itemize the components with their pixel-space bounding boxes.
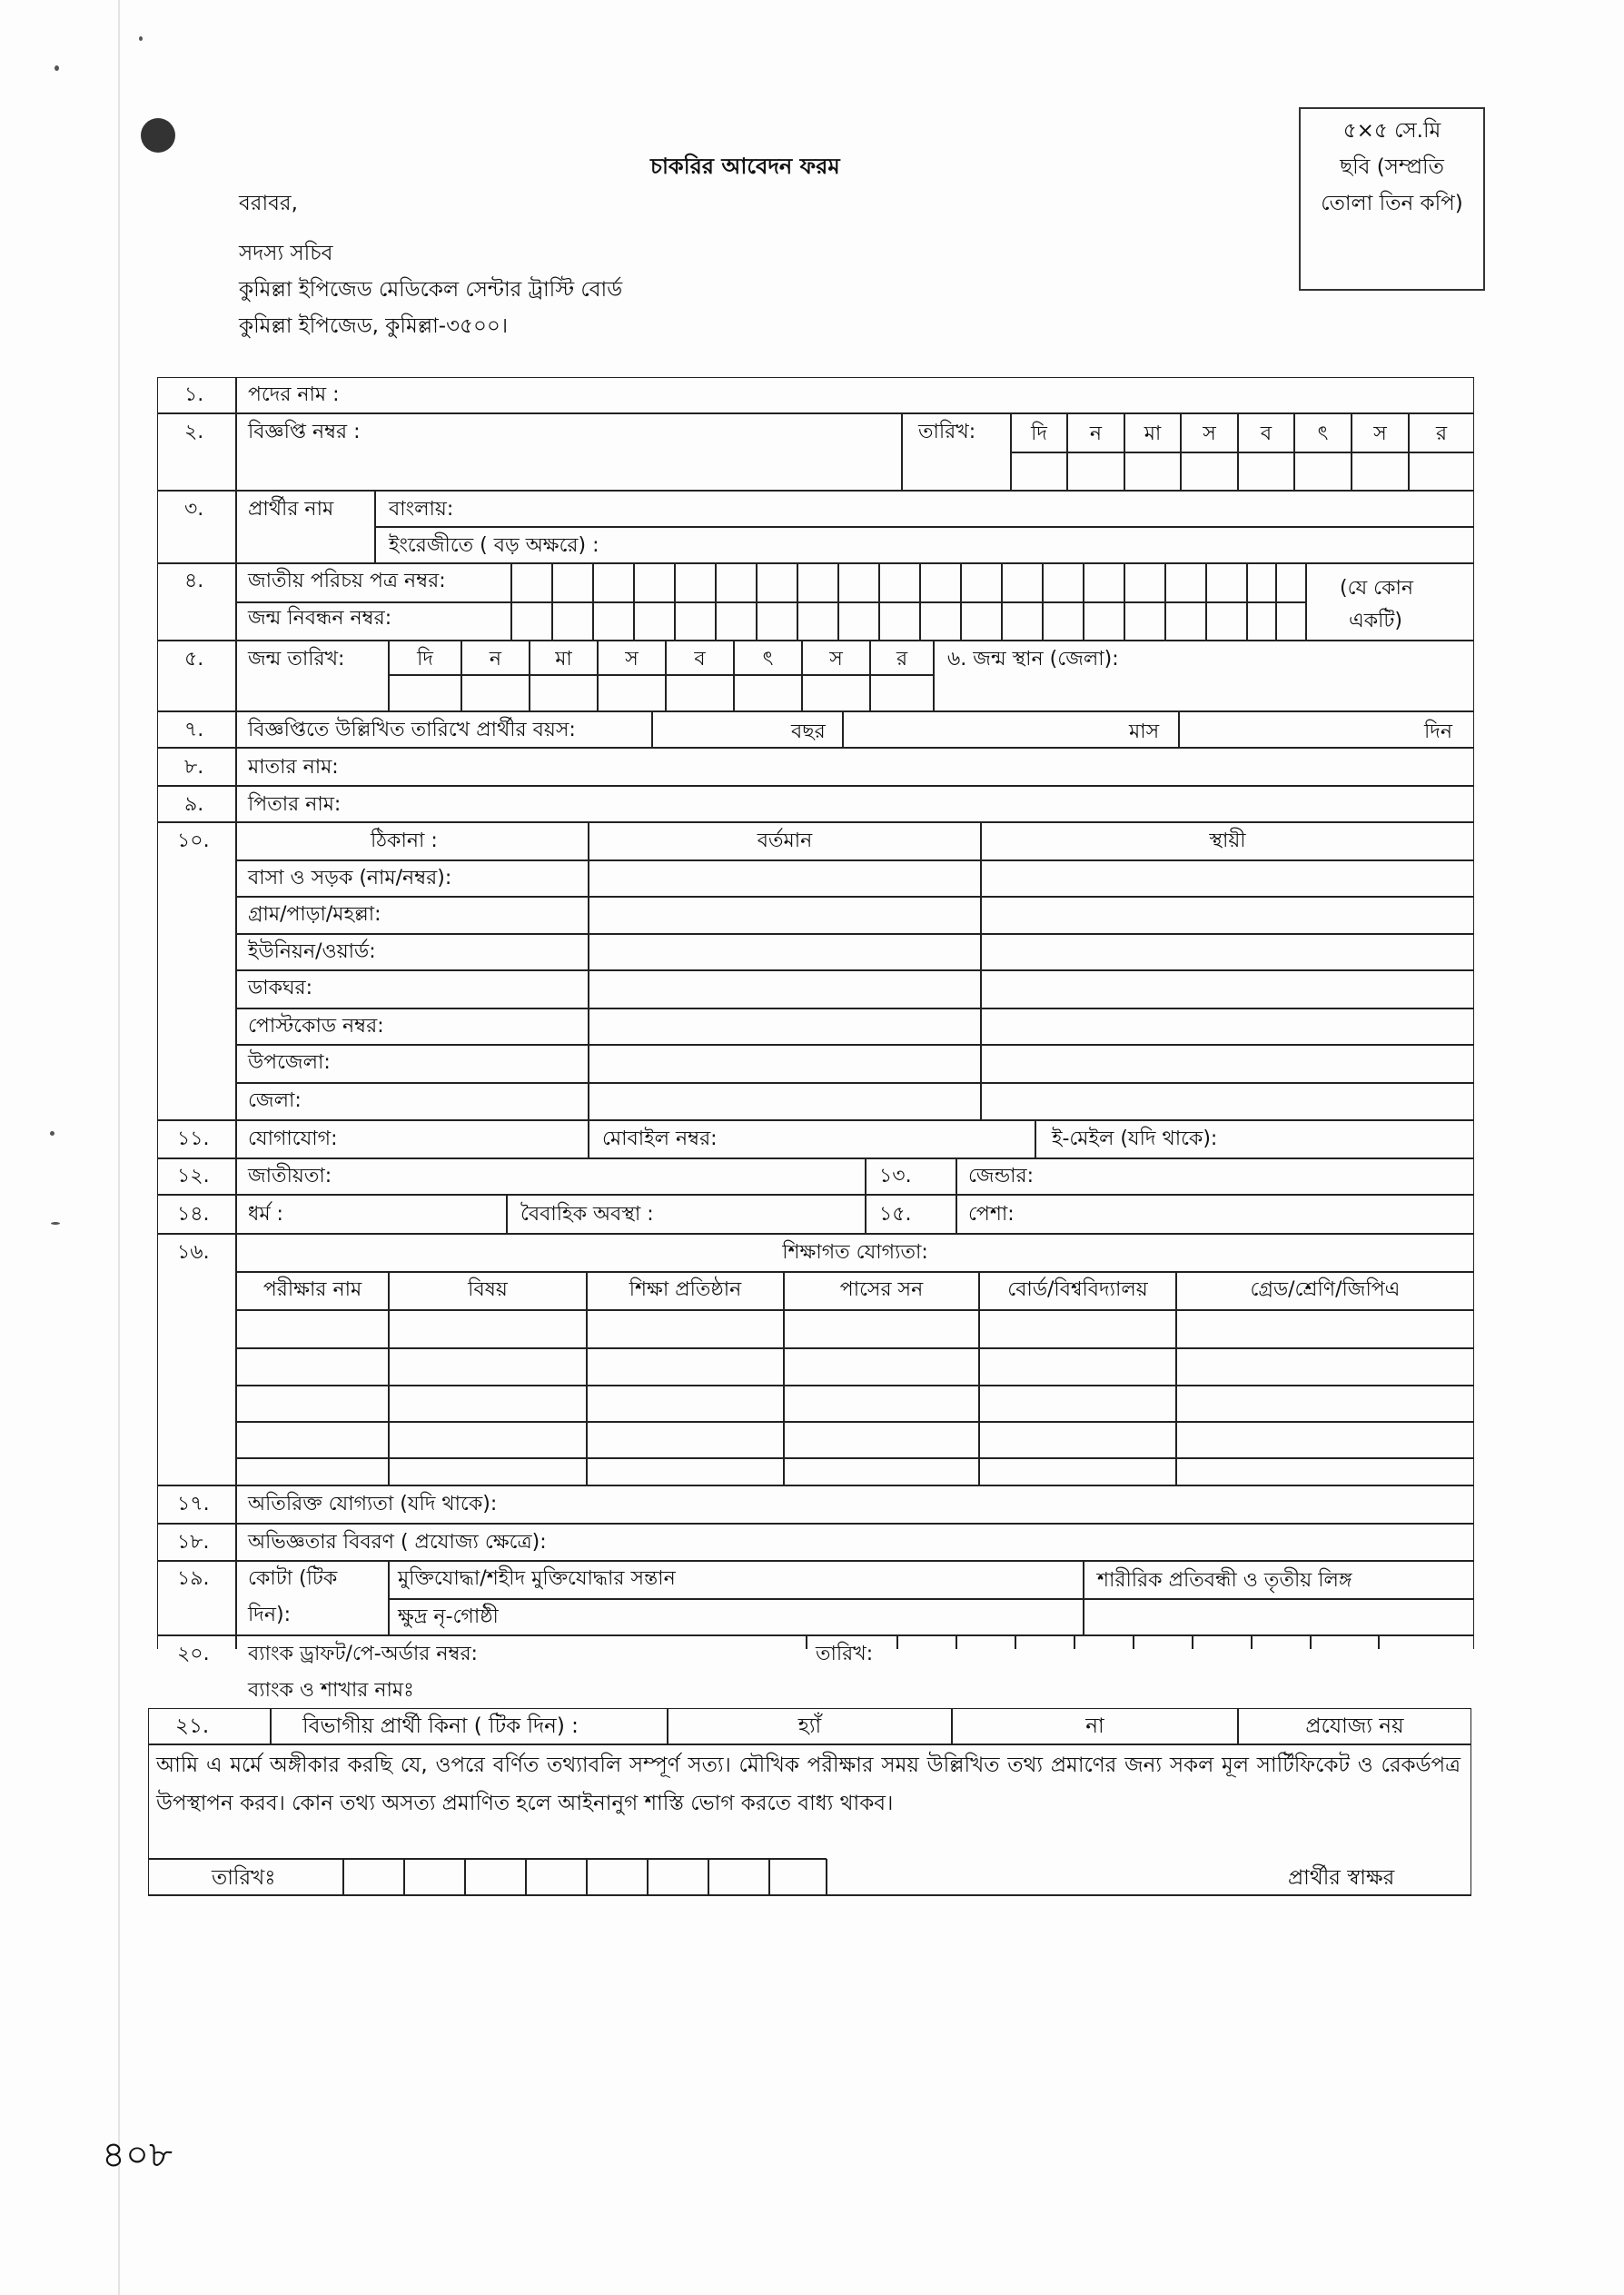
any-one-note-2: একটি) bbox=[1349, 610, 1402, 632]
page-edge-line bbox=[118, 0, 120, 2295]
nationality-label: জাতীয়তা: bbox=[248, 1165, 332, 1187]
permanent-address-header: স্থায়ী bbox=[1209, 830, 1246, 852]
row-11-number: ১১. bbox=[177, 1128, 210, 1150]
post-name-label: পদের নাম : bbox=[248, 383, 340, 406]
age-day-label: দিন bbox=[1424, 720, 1452, 743]
row-5-number: ৫. bbox=[184, 648, 204, 671]
birth-date-letter: ব bbox=[694, 648, 706, 671]
birth-date-letter: ন bbox=[489, 648, 502, 671]
address-field-house: বাসা ও সড়ক (নাম/নম্বর): bbox=[248, 867, 452, 889]
row-17-number: ১৭. bbox=[177, 1493, 210, 1515]
application-form-table bbox=[157, 377, 1474, 1702]
nid-label: জাতীয় পরিচয় পত্র নম্বর: bbox=[248, 570, 446, 592]
bank-draft-date-label: তারিখ: bbox=[816, 1643, 874, 1665]
birth-date-letter: স bbox=[829, 648, 843, 671]
any-one-note-1: (যে কোন bbox=[1340, 577, 1414, 600]
mobile-label: মোবাইল নম্বর: bbox=[602, 1128, 718, 1150]
birth-date-label: জন্ম তারিখ: bbox=[248, 648, 345, 671]
address-field-post-office: ডাকঘর: bbox=[248, 977, 313, 999]
row-12-number: ১২. bbox=[177, 1165, 210, 1187]
footer-date-label: তারিখঃ bbox=[212, 1866, 276, 1890]
bank-branch-label: ব্যাংক ও শাখার নামঃ bbox=[248, 1679, 414, 1702]
handwritten-margin-note: ৪০৮ bbox=[102, 2134, 173, 2176]
recipient-line-1: সদস্য সচিব bbox=[239, 242, 333, 265]
father-name-label: পিতার নাম: bbox=[248, 793, 342, 816]
signature-label: প্রার্থীর স্বাক্ষর bbox=[1288, 1866, 1395, 1890]
birth-date-letter: ৎ bbox=[762, 648, 774, 671]
edu-header-year: পাসের সন bbox=[839, 1278, 924, 1301]
quota-label-line-2: দিন): bbox=[248, 1604, 291, 1626]
row-14-number: ১৪. bbox=[177, 1203, 210, 1226]
photo-box-line-3: তোলা তিন কপি) bbox=[1321, 192, 1463, 215]
declaration-text: আমি এ মর্মে অঙ্গীকার করছি যে, ওপরে বর্ণিত তথ্যাবলি সম্পূর্ণ সত্য। মৌখিক পরীক্ষার সময় উল্লিখিত তথ্য প্রমাণের জন্য সকল মূল সার্টিফিকেট ও রেকর্ডপত্র উপস্থাপন করব। কোন তথ্য অসত্য প্রমাণিত হলে আইনানুগ শাস্তি ভোগ করতে বাধ্য থাকব। bbox=[156, 1754, 1461, 1815]
row-15-number: ১৫. bbox=[879, 1203, 912, 1226]
email-label: ই-মেইল (যদি থাকে): bbox=[1052, 1128, 1218, 1150]
speck bbox=[50, 1131, 54, 1136]
row-3-number: ৩. bbox=[184, 498, 204, 521]
quota-freedom-fighter[interactable]: মুক্তিযোদ্ধা/শহীদ মুক্তিযোদ্ধার সন্তান bbox=[398, 1567, 676, 1590]
date-letter: ন bbox=[1089, 422, 1103, 445]
additional-qualification-label: অতিরিক্ত যোগ্যতা (যদি থাকে): bbox=[248, 1493, 498, 1515]
present-address-header: বর্তমান bbox=[757, 830, 813, 852]
speck bbox=[51, 1222, 60, 1225]
row-19-number: ১৯. bbox=[177, 1567, 210, 1590]
experience-label: অভিজ্ঞতার বিবরণ ( প্রযোজ্য ক্ষেত্রে): bbox=[248, 1531, 547, 1554]
occupation-label: পেশা: bbox=[968, 1203, 1015, 1226]
date-letter: স bbox=[1373, 422, 1387, 445]
edu-header-board: বোর্ড/বিশ্ববিদ্যালয় bbox=[1007, 1278, 1148, 1301]
edu-header-grade: গ্রেড/শ্রেণি/জিপিএ bbox=[1250, 1278, 1401, 1301]
photo-box-line-2: ছবি (সম্প্রতি bbox=[1340, 155, 1444, 179]
row-10-number: ১০. bbox=[177, 830, 210, 852]
row-2-number: ২. bbox=[184, 421, 204, 443]
photo-box bbox=[1299, 107, 1485, 291]
row-1-number: ১. bbox=[184, 383, 204, 406]
edu-header-institution: শিক্ষা প্রতিষ্ঠান bbox=[629, 1278, 742, 1301]
recipient-line-2: কুমিল্লা ইপিজেড মেডিকেল সেন্টার ট্রাস্টি বোর্ড bbox=[239, 278, 623, 302]
departmental-candidate-label: বিভাগীয় প্রার্থী কিনা ( টিক দিন) : bbox=[302, 1714, 579, 1738]
departmental-no-option[interactable]: না bbox=[1085, 1714, 1104, 1738]
row-13-number: ১৩. bbox=[879, 1165, 912, 1187]
bank-draft-label: ব্যাংক ড্রাফট/পে-অর্ডার নম্বর: bbox=[248, 1643, 478, 1665]
notice-number-label: বিজ্ঞপ্তি নম্বর : bbox=[248, 421, 361, 443]
form-grid-lines bbox=[157, 377, 1474, 1649]
birth-date-letter: দি bbox=[417, 648, 433, 671]
religion-label: ধর্ম : bbox=[248, 1203, 283, 1226]
age-label: বিজ্ঞপ্তিতে উল্লিখিত তারিখে প্রার্থীর বয়স: bbox=[248, 719, 576, 741]
salutation: বরাবর, bbox=[239, 192, 298, 215]
notice-date-label: তারিখ: bbox=[918, 421, 976, 443]
quota-label-line-1: কোটা (টিক bbox=[248, 1567, 338, 1590]
birth-date-letter: স bbox=[625, 648, 639, 671]
row-7-number: ৭. bbox=[184, 719, 204, 741]
quota-ethnic-minority[interactable]: ক্ষুদ্র নৃ-গোষ্ঠী bbox=[398, 1605, 499, 1628]
birth-date-letter: মা bbox=[555, 648, 572, 671]
speck bbox=[54, 65, 59, 71]
row-20-number: ২০. bbox=[177, 1643, 210, 1665]
birth-registration-label: জন্ম নিবন্ধন নম্বর: bbox=[248, 607, 392, 630]
name-english-label: ইংরেজীতে ( বড় অক্ষরে) : bbox=[389, 534, 599, 557]
departmental-yes-option[interactable]: হ্যাঁ bbox=[797, 1714, 822, 1738]
address-field-union: ইউনিয়ন/ওয়ার্ড: bbox=[248, 940, 376, 963]
gender-label: জেন্ডার: bbox=[968, 1165, 1035, 1187]
quota-disabled-third-gender[interactable]: শারীরিক প্রতিবন্ধী ও তৃতীয় লিঙ্গ bbox=[1097, 1569, 1352, 1592]
marital-status-label: বৈবাহিক অবস্থা : bbox=[520, 1203, 654, 1226]
age-year-label: বছর bbox=[791, 720, 826, 743]
age-month-label: মাস bbox=[1129, 720, 1160, 743]
speck bbox=[139, 36, 143, 41]
row-18-number: ১৮. bbox=[177, 1531, 210, 1554]
punch-hole bbox=[141, 118, 175, 153]
edu-header-subject: বিষয় bbox=[468, 1278, 508, 1301]
address-field-upazila: উপজেলা: bbox=[248, 1051, 331, 1074]
row-21-number: ২১. bbox=[175, 1714, 210, 1738]
education-title: শিক্ষাগত যোগ্যতা: bbox=[782, 1241, 928, 1264]
date-letter: ব bbox=[1260, 422, 1272, 445]
address-field-district: জেলা: bbox=[248, 1089, 302, 1112]
address-field-postcode: পোস্টকোড নম্বর: bbox=[248, 1015, 384, 1038]
edu-header-exam: পরীক্ষার নাম bbox=[262, 1278, 362, 1301]
birth-date-letter: র bbox=[896, 648, 908, 671]
recipient-line-3: কুমিল্লা ইপিজেড, কুমিল্লা-৩৫০০। bbox=[239, 314, 509, 338]
contact-label: যোগাযোগ: bbox=[248, 1128, 338, 1150]
date-letter: র bbox=[1435, 422, 1448, 445]
mother-name-label: মাতার নাম: bbox=[248, 756, 339, 779]
form-title: চাকরির আবেদন ফরম bbox=[650, 154, 840, 179]
name-bangla-label: বাংলায়: bbox=[389, 498, 454, 521]
address-field-village: গ্রাম/পাড়া/মহল্লা: bbox=[248, 903, 381, 926]
applicant-name-label: প্রার্থীর নাম bbox=[248, 498, 334, 521]
date-letter: মা bbox=[1144, 422, 1162, 445]
address-label: ঠিকানা : bbox=[371, 830, 438, 852]
row-16-number: ১৬. bbox=[177, 1241, 210, 1264]
row-8-number: ৮. bbox=[184, 756, 204, 779]
photo-box-line-1: ৫×৫ সে.মি bbox=[1342, 119, 1441, 143]
birth-place-label: ৬. জন্ম স্থান (জেলা): bbox=[947, 648, 1119, 671]
date-letter: ৎ bbox=[1317, 422, 1329, 445]
date-letter: দি bbox=[1031, 422, 1047, 445]
row-9-number: ৯. bbox=[184, 793, 204, 816]
departmental-na-option[interactable]: প্রযোজ্য নয় bbox=[1305, 1714, 1404, 1738]
date-letter: স bbox=[1203, 422, 1216, 445]
row-4-number: ৪. bbox=[184, 570, 204, 592]
